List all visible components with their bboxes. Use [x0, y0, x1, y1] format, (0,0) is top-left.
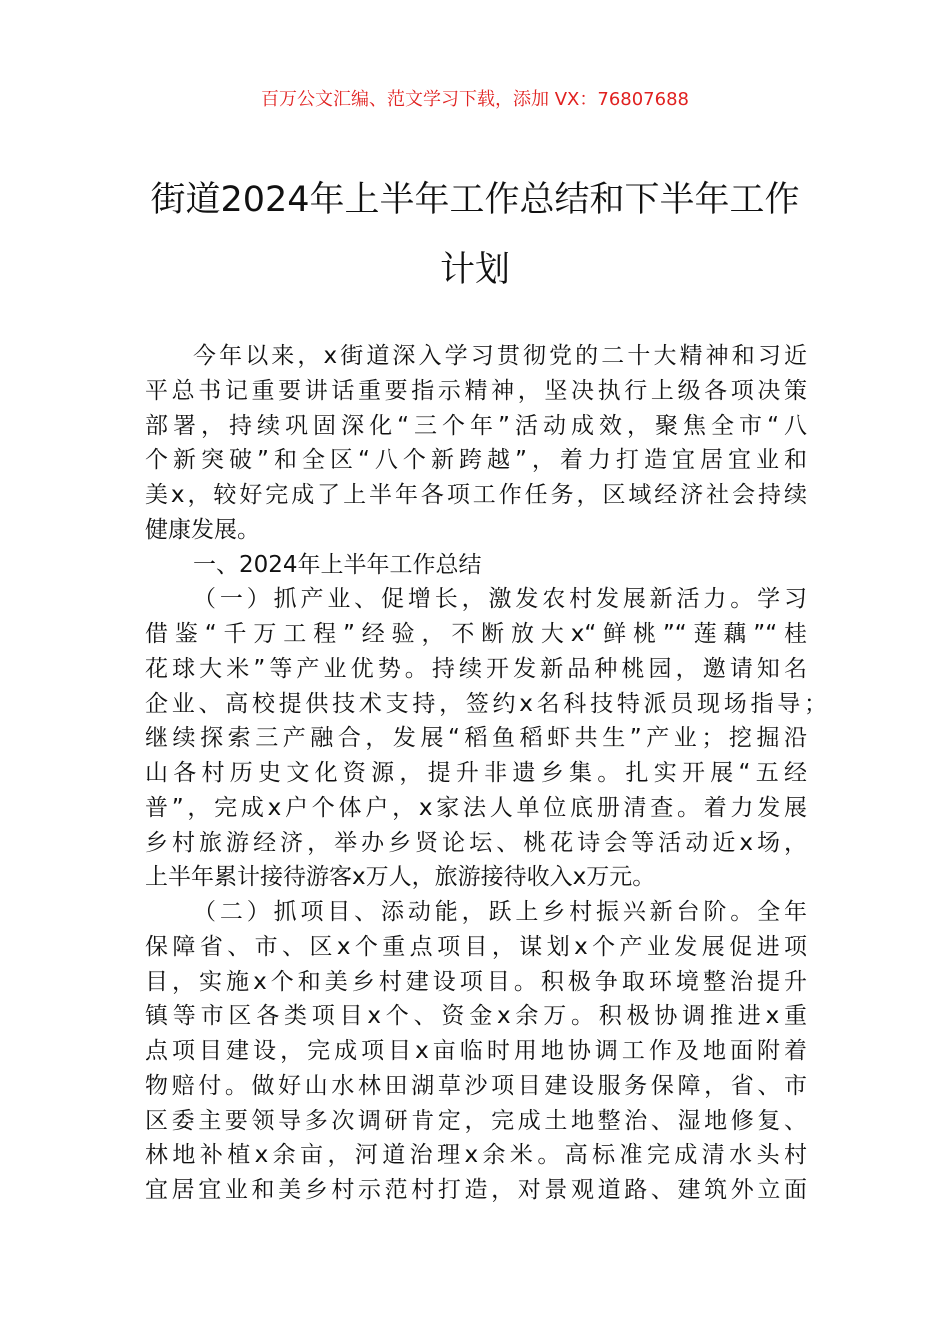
paragraph-line: 企业、高校提供技术支持，签约x名科技特派员现场指导；: [145, 690, 827, 717]
paragraph-line: 部署，持续巩固深化“三个年”活动成效，聚焦全市“八: [145, 412, 807, 439]
paragraph-line: 镇等市区各类项目x个、资金x余万。积极协调推进x重: [145, 1003, 807, 1030]
paragraph-line: 今年以来，x街道深入学习贯彻党的二十大精神和习近: [193, 343, 807, 369]
paragraph-line: 上半年累计接待游客x万人，旅游接待收入x万元。: [145, 864, 656, 891]
paragraph-line: 个新突破”和全区“八个新跨越”，着力打造宜居宜业和: [145, 447, 807, 474]
section-heading: 一、2024年上半年工作总结: [193, 551, 482, 578]
document-title-line-1: 街道2024年上半年工作总结和下半年工作: [150, 180, 800, 220]
paragraph-line: 区委主要领导多次调研肯定，完成土地整治、湿地修复、: [145, 1107, 807, 1134]
paragraph-line: 乡村旅游经济，举办乡贤论坛、桃花诗会等活动近x场，: [145, 829, 807, 856]
paragraph-line: 平总书记重要讲话重要指示精神，坚决执行上级各项决策: [145, 377, 807, 404]
paragraph-line: 山各村历史文化资源，提升非遗乡集。扎实开展“五经: [145, 760, 807, 786]
paragraph-line: 借鉴“千万工程”经验，不断放大x“鲜桃”“莲藕”“桂: [145, 621, 807, 647]
paragraph-line: 健康发展。: [145, 516, 260, 543]
document-body: [145, 339, 827, 1208]
paragraph-line: （一）抓产业、促增长，激发农村发展新活力。学习: [193, 586, 807, 613]
paragraph-line: 花球大米”等产业优势。持续开发新品种桃园，邀请知名: [145, 655, 807, 682]
paragraph-line: 美x，较好完成了上半年各项工作任务，区域经济社会持续: [145, 482, 807, 508]
paragraph-line: 普”，完成x户个体户，x家法人单位底册清查。着力发展: [145, 794, 807, 821]
paragraph-line: 林地补植x余亩，河道治理x余米。高标准完成清水头村: [145, 1142, 807, 1169]
watermark-text: 百万公文汇编、范文学习下载，添加 VX：76807688: [261, 89, 689, 110]
paragraph-line: 宜居宜业和美乡村示范村打造，对景观道路、建筑外立面: [145, 1177, 807, 1203]
paragraph-line: 点项目建设，完成项目x亩临时用地协调工作及地面附着: [145, 1038, 807, 1064]
paragraph-line: 目，实施x个和美乡村建设项目。积极争取环境整治提升: [145, 968, 807, 995]
paragraph-line: 保障省、市、区x个重点项目，谋划x个产业发展促进项: [145, 933, 807, 960]
paragraph-line: （二）抓项目、添动能，跃上乡村振兴新台阶。全年: [193, 899, 807, 925]
document-title-line-2: 计划: [439, 250, 510, 290]
paragraph-line: 物赔付。做好山水林田湖草沙项目建设服务保障，省、市: [145, 1072, 807, 1099]
paragraph-line: 继续探索三产融合，发展“稻鱼稻虾共生”产业；挖掘沿: [145, 725, 807, 752]
